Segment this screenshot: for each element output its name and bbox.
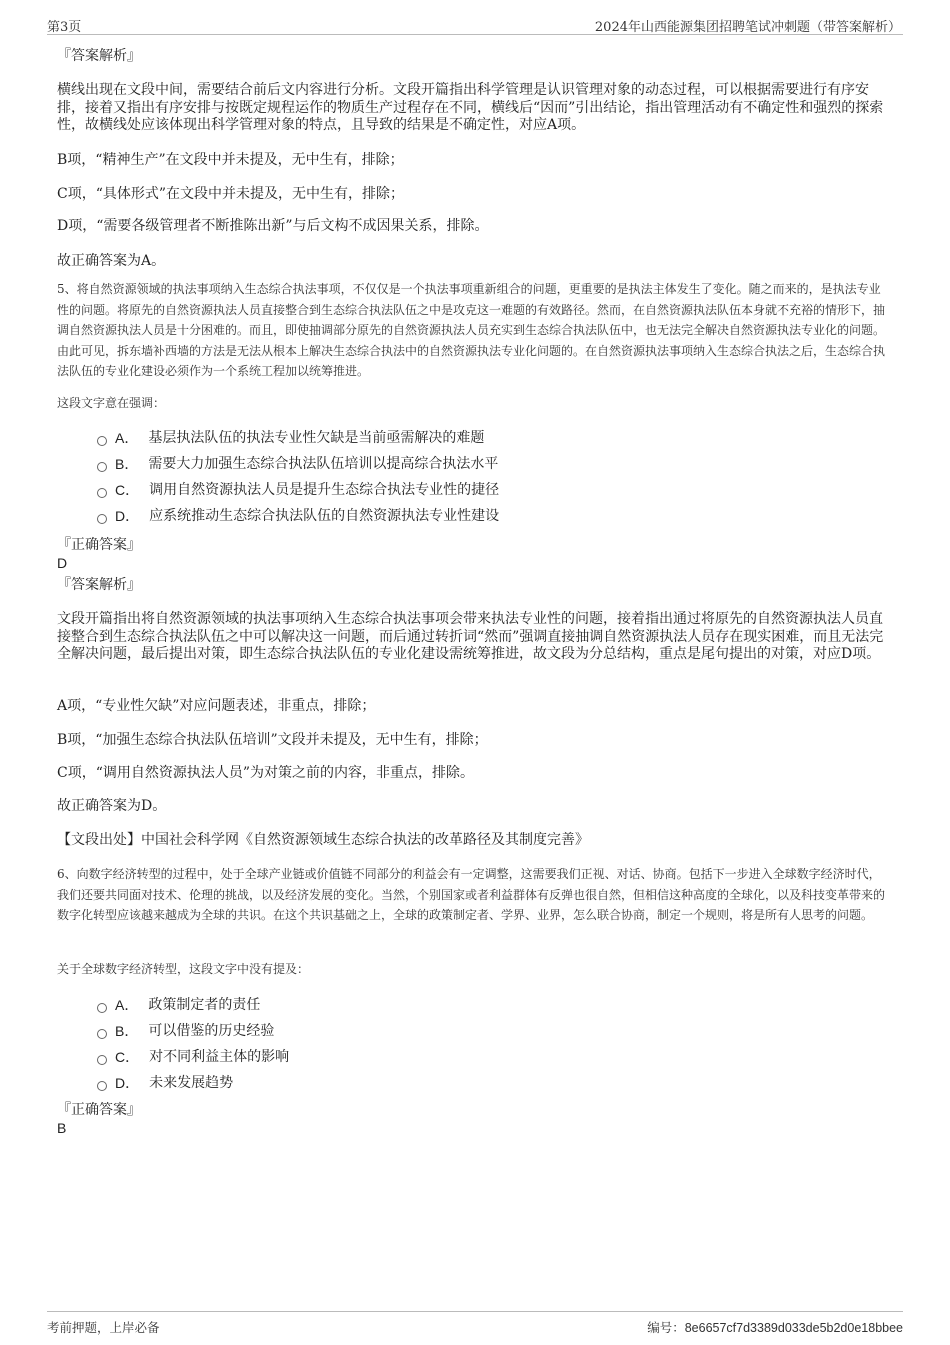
q5-option-c[interactable]: C． 调用自然资源执法人员是提升生态综合执法专业性的捷径: [97, 480, 499, 500]
q5-stem: 5、将自然资源领域的执法事项纳入生态综合执法事项，不仅仅是一个执法事项重新组合的问题，更重要的是执法主体发生了变化。随之而来的，是执法专业性的问题。将原先的自然资源执法人员直接整合到生态综合执法队伍之中是攻克这一难题的有效路径。然而，在自然资源执法队伍本身就不充裕的情形下，抽调自然资源执法人员是十分困难的。而且，即使抽调部分原先的自然资源执法人员充实到生态综合执法队伍中，也无法完全解决自然资源执法专业化的问题。由此可见，拆东墙补西墙的方法是无法从根本上解决生态综合执法中的自然资源执法专业化问题的。在自然资源执法事项纳入生态综合执法之后，生态综合执法队伍的专业化建设必须作为一个系统工程加以统筹推进。: [57, 282, 886, 379]
q5-option-a[interactable]: A． 基层执法队伍的执法专业性欠缺是当前亟需解决的难题: [97, 428, 484, 448]
q5-option-b[interactable]: B． 需要大力加强生态综合执法队伍培训以提高综合执法水平: [97, 454, 498, 474]
q4-conclusion: 故正确答案为A。: [57, 253, 166, 269]
footer-slogan: 考前押题，上岸必备: [47, 1320, 160, 1335]
q5-answer-title: 『正确答案』: [57, 537, 141, 553]
q6-answer-title: 『正确答案』: [57, 1102, 141, 1118]
page-header: [47, 14, 903, 35]
page-footer: [47, 1311, 903, 1338]
q5-option-a-note: A项，“专业性欠缺”对应问题表述，非重点，排除；: [57, 698, 376, 714]
q5-option-d[interactable]: D． 应系统推动生态综合执法队伍的自然资源执法专业性建设: [97, 506, 499, 526]
code-label: 编号：: [647, 1320, 685, 1335]
q4-analysis-text: 横线出现在文段中间，需要结合前后文内容进行分析。文段开篇指出科学管理是认识管理对象的动态过程，可以根据需要进行有序安排，接着又指出有序安排与按既定规程运作的物质生产过程存在不同，横线后“因而”引出结论，指出管理活动有不确定性和强烈的探索性，故横线处应该体现出科学管理对象的特点，且导致的结果是不确定性，对应A项。: [57, 82, 884, 133]
q6-option-c[interactable]: C． 对不同利益主体的影响: [97, 1047, 289, 1067]
code-value: 8e6657cf7d3389d033de5b2d0e18bbee: [684, 1321, 903, 1335]
q6-stem: 6、向数字经济转型的过程中，处于全球产业链或价值链不同部分的利益会有一定调整，这需要我们正视、对话、协商。包括下一步进入全球数字经济时代，我们还要共同面对技术、伦理的挑战，以及经济发展的变化。当然，个别国家或者利益群体有反弹也很自然，但相信这种高度的全球化，以及科技变革带来的数字化转型应该越来越成为全球的共识。在这个共识基础之上，全球的政策制定者、学界、业界，怎么联合协商，制定一个规则，将是所有人思考的问题。: [57, 867, 886, 923]
q4-option-b-note: B项，“精神生产”在文段中并未提及，无中生有，排除；: [57, 152, 404, 168]
q6-option-b[interactable]: B． 可以借鉴的历史经验: [97, 1021, 274, 1041]
q4-analysis-title: 『答案解析』: [57, 48, 141, 64]
q5-question: 这段文字意在强调：: [57, 396, 166, 410]
q5-analysis-text: 文段开篇指出将自然资源领域的执法事项纳入生态综合执法事项会带来执法专业性的问题，接着指出通过将原先的自然资源执法人员直接整合到生态综合执法队伍之中可以解决这一问题，而后通过转折词“然而”强调直接抽调自然资源执法人员存在现实困难，而且无法完全解决问题，最后提出对策，即生态综合执法队伍的专业化建设需统筹推进，故文段为分总结构，重点是尾句提出的对策，对应D项。: [57, 611, 884, 662]
q4-option-d-note: D项，“需要各级管理者不断推陈出新”与后文构不成因果关系，排除。: [57, 218, 489, 234]
q6-question: 关于全球数字经济转型，这段文字中没有提及：: [57, 962, 310, 976]
q6-option-a[interactable]: A． 政策制定者的责任: [97, 995, 260, 1015]
q5-conclusion: 故正确答案为D。: [57, 798, 167, 814]
radio-icon[interactable]: [97, 1003, 107, 1013]
q5-answer: D: [57, 555, 68, 571]
radio-icon[interactable]: [97, 1029, 107, 1039]
radio-icon[interactable]: [97, 488, 107, 498]
radio-icon[interactable]: [97, 1055, 107, 1065]
page-number: 第3页: [47, 20, 82, 35]
q5-option-b-note: B项，“加强生态综合执法队伍培训”文段并未提及，无中生有，排除；: [57, 732, 488, 748]
q5-analysis-title: 『答案解析』: [57, 577, 141, 593]
radio-icon[interactable]: [97, 436, 107, 446]
radio-icon[interactable]: [97, 514, 107, 524]
q6-answer: B: [57, 1120, 67, 1136]
document-title: 2024年山西能源集团招聘笔试冲刺题（带答案解析）: [594, 20, 901, 35]
q6-option-d[interactable]: D． 未来发展趋势: [97, 1073, 233, 1093]
radio-icon[interactable]: [97, 462, 107, 472]
document-code: [647, 1318, 903, 1336]
q5-source: 【文段出处】中国社会科学网《自然资源领域生态综合执法的改革路径及其制度完善》: [57, 832, 589, 848]
q5-option-c-note: C项，“调用自然资源执法人员”为对策之前的内容，非重点，排除。: [57, 765, 475, 781]
q4-option-c-note: C项，“具体形式”在文段中并未提及，无中生有，排除；: [57, 186, 405, 202]
radio-icon[interactable]: [97, 1081, 107, 1091]
